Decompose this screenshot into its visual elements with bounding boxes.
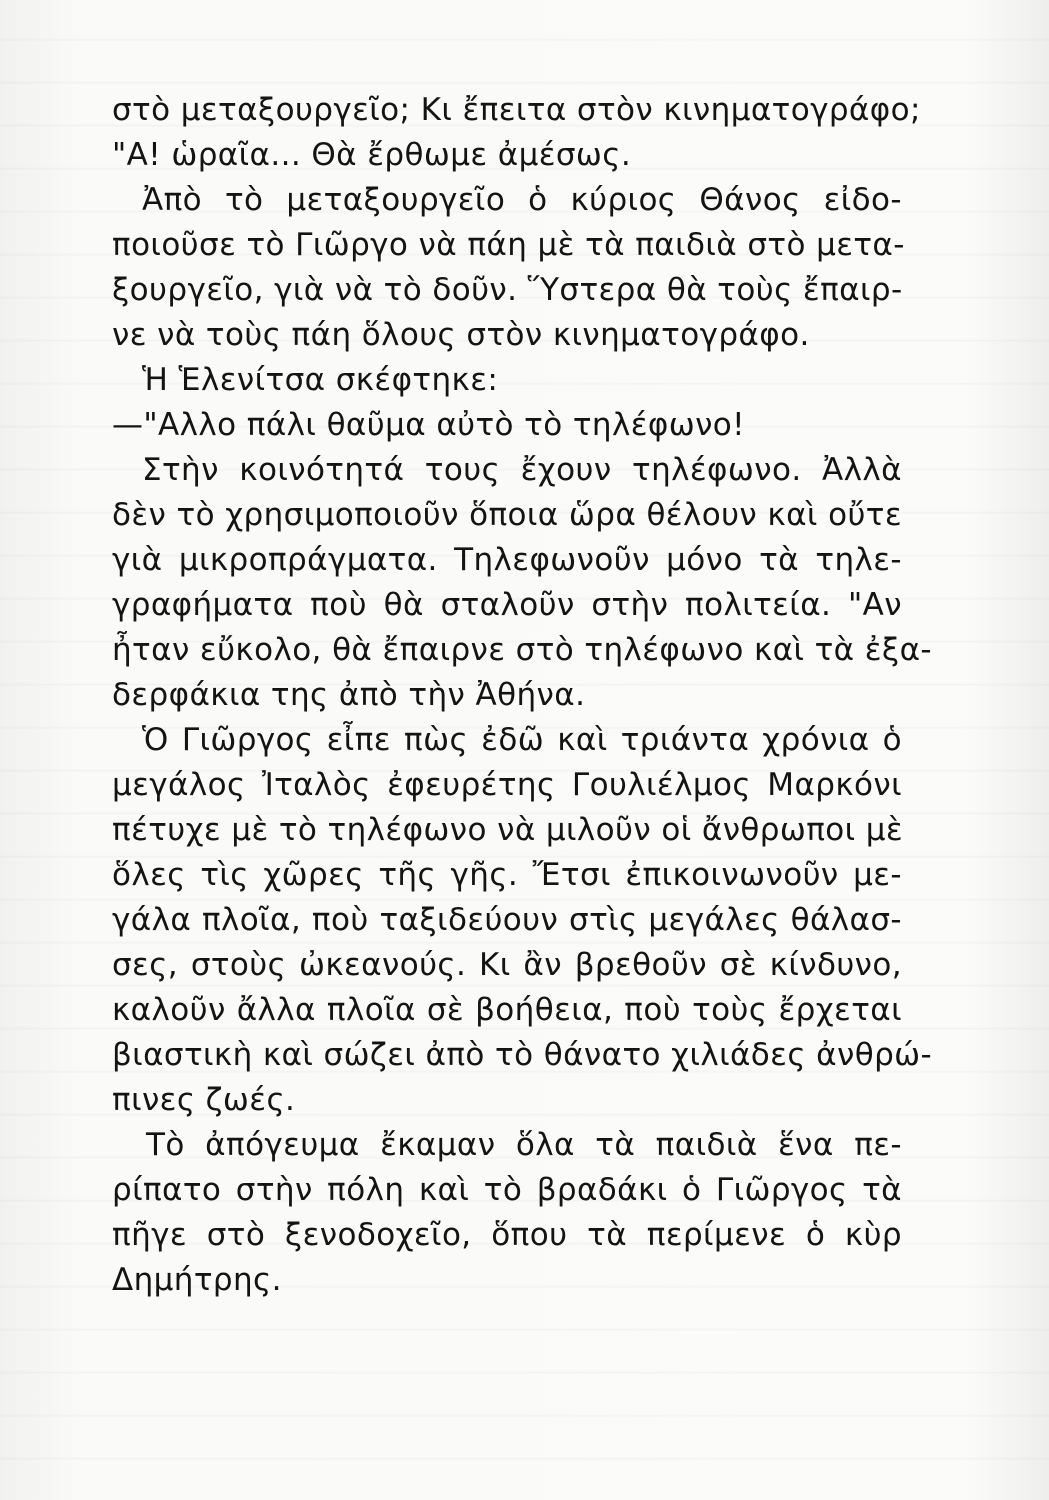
text-line: γάλα πλοῖα, ποὺ ταξιδεύουν στὶς μεγάλες θάλασ- [112,902,902,938]
text-line: βιαστικὴ καὶ σώζει ἀπὸ τὸ θάνατο χιλιάδες ἀνθρώ- [112,1037,933,1073]
text-line: γραφήματα ποὺ θὰ σταλοῦν στὴν πολιτεία. "Αν [112,587,902,623]
text-line: πῆγε στὸ ξενοδοχεῖο, ὅπου τὰ περίμενε ὁ κὺρ [112,1217,902,1253]
text-line: ὅλες τὶς χῶρες τῆς γῆς. Ἔτσι ἐπικοινωνοῦν με- [112,857,902,893]
body-text [112,88,933,1303]
text-line: σες, στοὺς ὠκεανούς. Κι ἂν βρεθοῦν σὲ κίνδυνο, [112,947,902,983]
text-line: "Α! ὡραῖα... Θὰ ἔρθωμε ἀμέσως. [112,137,632,173]
text-line: Ἀπὸ τὸ μεταξουργεῖο ὁ κύριος Θάνος εἰδο- [142,182,902,218]
text-line: στὸ μεταξουργεῖο; Κι ἔπειτα στὸν κινηματογράφο; [112,92,921,128]
text-line: δὲν τὸ χρησιμοποιοῦν ὅποια ὥρα θέλουν καὶ οὔτε [112,497,902,533]
text-line: Στὴν κοινότητά τους ἔχουν τηλέφωνο. Ἀλλὰ [142,452,902,488]
text-line: ποιοῦσε τὸ Γιῶργο νὰ πάη μὲ τὰ παιδιὰ στὸ μετα- [112,227,905,263]
text-line: καλοῦν ἄλλα πλοῖα σὲ βοήθεια, ποὺ τοὺς ἔρχεται [112,992,902,1028]
text-line: —"Αλλο πάλι θαῦμα αὐτὸ τὸ τηλέφωνο! [112,407,745,443]
text-line: νε νὰ τοὺς πάη ὅλους στὸν κινηματογράφο. [112,317,810,353]
text-line: πινες ζωές. [112,1082,296,1118]
text-line: Ἡ Ἑλενίτσα σκέφτηκε: [142,362,499,398]
text-line: Ὁ Γιῶργος εἶπε πὼς ἐδῶ καὶ τριάντα χρόνια ὁ [142,722,902,758]
text-line: ξουργεῖο, γιὰ νὰ τὸ δοῦν. Ὕστερα θὰ τοὺς ἔπαιρ- [112,272,903,308]
text-line: γιὰ μικροπράγματα. Τηλεφωνοῦν μόνο τὰ τηλε- [112,542,902,578]
text-line: ἦταν εὔκολο, θὰ ἔπαιρνε στὸ τηλέφωνο καὶ τὰ ἐξα- [112,632,933,668]
text-line: δερφάκια της ἀπὸ τὴν Ἀθήνα. [112,677,586,713]
text-line: Δημήτρης. [112,1262,282,1298]
text-line: Τὸ ἀπόγευμα ἔκαμαν ὅλα τὰ παιδιὰ ἕνα πε- [146,1127,902,1163]
text-line: ρίπατο στὴν πόλη καὶ τὸ βραδάκι ὁ Γιῶργος τὰ [112,1172,902,1208]
text-line: πέτυχε μὲ τὸ τηλέφωνο νὰ μιλοῦν οἱ ἄνθρωποι μὲ [112,812,904,848]
text-line: μεγάλος Ἰταλὸς ἐφευρέτης Γουλιέλμος Μαρκόνι [112,767,902,803]
